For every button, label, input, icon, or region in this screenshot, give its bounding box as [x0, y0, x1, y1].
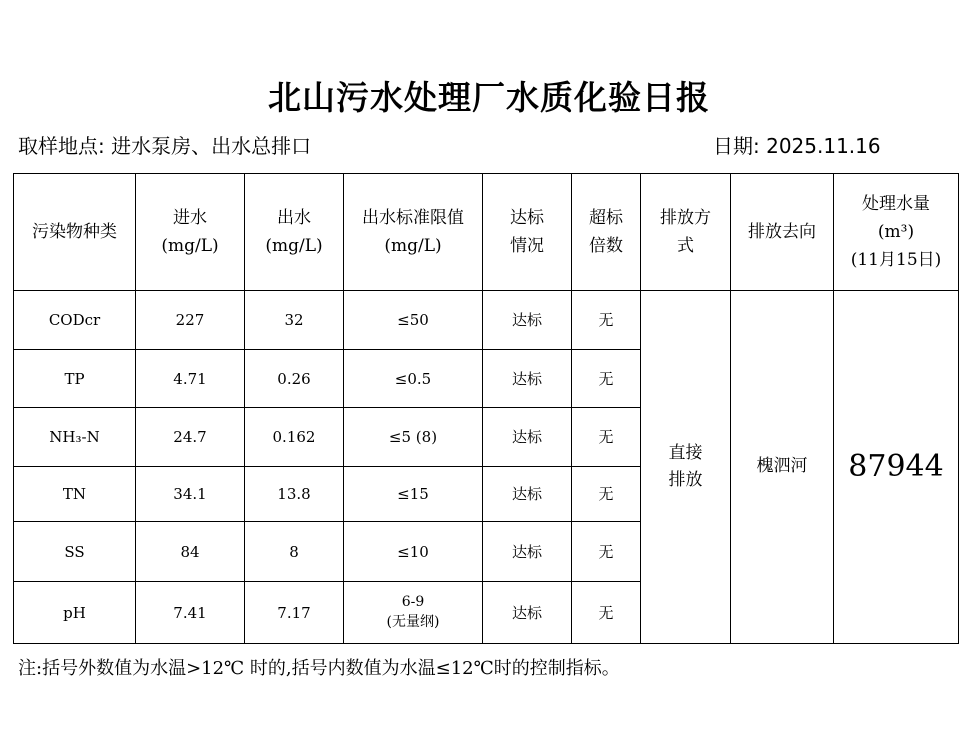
cell-exceed: 无	[572, 582, 641, 644]
sampling-location: 取样地点: 进水泵房、出水总排口	[18, 134, 312, 158]
discharge-method-cell: 直接 排放	[641, 291, 731, 644]
cell-outflow: 8	[245, 522, 344, 582]
header-inflow: 进水 (mg/L)	[136, 174, 245, 291]
footnote: 注:括号外数值为水温>12℃ 时的,括号内数值为水温≤12℃时的控制指标。	[18, 658, 620, 679]
cell-exceed: 无	[572, 350, 641, 408]
cell-inflow: 7.41	[136, 582, 245, 644]
header-destination: 排放去向	[731, 174, 834, 291]
table-header-row	[14, 174, 959, 291]
cell-status: 达标	[483, 467, 572, 522]
header-limit: 出水标准限值 (mg/L)	[344, 174, 483, 291]
cell-inflow: 34.1	[136, 467, 245, 522]
destination-cell: 槐泗河	[731, 291, 834, 644]
table-row	[14, 291, 959, 350]
cell-pollutant: TP	[14, 350, 136, 408]
header-volume: 处理水量 (m³) (11月15日)	[834, 174, 959, 291]
cell-inflow: 227	[136, 291, 245, 350]
cell-status: 达标	[483, 522, 572, 582]
header-outflow: 出水 (mg/L)	[245, 174, 344, 291]
cell-exceed: 无	[572, 522, 641, 582]
limit-note: (无量纲)	[386, 613, 440, 630]
header-discharge-method: 排放方 式	[641, 174, 731, 291]
cell-limit: ≤50	[344, 291, 483, 350]
header-pollutant: 污染物种类	[14, 174, 136, 291]
cell-status: 达标	[483, 582, 572, 644]
cell-status: 达标	[483, 408, 572, 467]
cell-pollutant: CODcr	[14, 291, 136, 350]
header-exceed: 超标 倍数	[572, 174, 641, 291]
cell-pollutant: TN	[14, 467, 136, 522]
report-title: 北山污水处理厂水质化验日报	[268, 78, 710, 117]
report-date: 日期: 2025.11.16	[713, 134, 881, 158]
cell-inflow: 24.7	[136, 408, 245, 467]
cell-pollutant: pH	[14, 582, 136, 644]
cell-limit: ≤10	[344, 522, 483, 582]
cell-limit: ≤5 (8)	[344, 408, 483, 467]
cell-inflow: 84	[136, 522, 245, 582]
cell-status: 达标	[483, 350, 572, 408]
cell-pollutant: NH₃-N	[14, 408, 136, 467]
header-status: 达标 情况	[483, 174, 572, 291]
cell-outflow: 32	[245, 291, 344, 350]
cell-outflow: 0.162	[245, 408, 344, 467]
cell-inflow: 4.71	[136, 350, 245, 408]
cell-exceed: 无	[572, 291, 641, 350]
volume-cell: 87944	[834, 291, 959, 644]
cell-outflow: 13.8	[245, 467, 344, 522]
water-quality-table	[13, 173, 959, 644]
cell-exceed: 无	[572, 467, 641, 522]
cell-status: 达标	[483, 291, 572, 350]
cell-outflow: 7.17	[245, 582, 344, 644]
cell-limit: ≤15	[344, 467, 483, 522]
cell-limit: ≤0.5	[344, 350, 483, 408]
cell-outflow: 0.26	[245, 350, 344, 408]
cell-exceed: 无	[572, 408, 641, 467]
cell-limit: 6-9 (无量纲)	[344, 582, 483, 644]
cell-pollutant: SS	[14, 522, 136, 582]
